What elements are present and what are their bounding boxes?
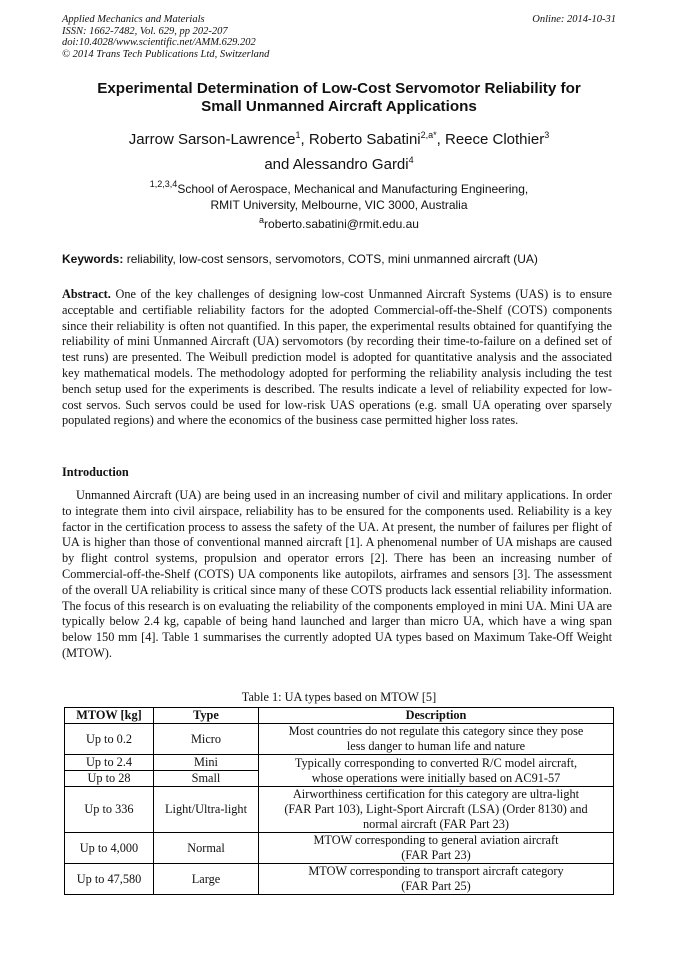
desc-line: (FAR Part 103), Light-Sport Aircraft (LSA) (Order 8130) and	[284, 802, 588, 816]
cell-description	[259, 787, 614, 833]
author-sep: ,	[300, 131, 305, 148]
author-2: Roberto Sabatini	[308, 131, 421, 148]
paper-title	[62, 80, 616, 116]
author-3: Reece Clothier	[444, 131, 545, 148]
copyright-line: © 2014 Trans Tech Publications Ltd, Switzerland	[62, 48, 270, 60]
header-mtow: MTOW [kg]	[65, 708, 154, 724]
author-line-2	[62, 152, 616, 177]
table-caption: Table 1: UA types based on MTOW [5]	[241, 690, 437, 704]
author-sep: ,	[436, 131, 441, 148]
desc-line: normal aircraft (FAR Part 23)	[363, 817, 509, 831]
author-4: Alessandro Gardi	[292, 156, 409, 173]
title-line-2: Small Unmanned Aircraft Applications	[201, 98, 477, 115]
cell-description	[259, 755, 614, 787]
cell-type: Mini	[154, 755, 259, 771]
desc-line: Typically corresponding to converted R/C model aircraft,	[294, 755, 578, 770]
desc-line: Airworthiness certification for this category are ultra-light	[292, 787, 580, 801]
cell-mtow: Up to 28	[65, 771, 154, 787]
cell-description	[259, 724, 614, 755]
desc-line: less danger to human life and nature	[346, 739, 526, 753]
cell-description	[259, 833, 614, 864]
affiliation-line-1	[62, 181, 616, 197]
desc-line: whose operations were initially based on AC91-57	[311, 770, 561, 785]
affiliation-text-2: RMIT University, Melbourne, VIC 3000, Australia	[210, 198, 468, 212]
abstract-label: Abstract.	[62, 287, 111, 301]
affiliation	[62, 181, 616, 213]
cell-type: Normal	[154, 833, 259, 864]
author-1: Jarrow Sarson-Lawrence	[128, 131, 296, 148]
journal-name: Applied Mechanics and Materials	[62, 14, 205, 25]
table-row	[65, 833, 614, 864]
ua-types-table	[64, 707, 614, 895]
author-1-sup: 1	[295, 130, 301, 140]
abstract-text: One of the key challenges of designing low-cost Unmanned Aircraft Systems (UAS) is to ensure acceptable and certifiable reliability factors for the adopted Commercial-off-the-Shelf (COTS) components since their reliability is often not quantified. In this paper, the experimental results obtained for quantifying the reliability of mini Unmanned Aircraft (UA) servomotors (by recording their time-to-failure on a defined set of test runs) are presented. The Weibull prediction model is adopted for quantitative analysis and the associated key mathematical models. The methodology adopted for performing the reliability analysis including the test bench setup used for the experiments is described. The results indicate a level of reliability expected for low-cost servos. Such servos could be used for low-risk UAS operations (e.g. small UA operating over sparsely populated regions) and where the economics of the business case permitted higher loss rates.	[62, 287, 612, 428]
desc-line: MTOW corresponding to general aviation aircraft	[313, 833, 559, 847]
cell-mtow: Up to 0.2	[65, 724, 154, 755]
author-2-sup: 2,a*	[420, 130, 437, 140]
cell-mtow: Up to 4,000	[65, 833, 154, 864]
header-description: Description	[259, 708, 614, 724]
title-line-1: Experimental Determination of Low-Cost Servomotor Reliability for	[97, 80, 581, 97]
author-list	[62, 127, 616, 177]
doi-line: doi:10.4028/www.scientific.net/AMM.629.202	[62, 37, 256, 49]
affiliation-sup: 1,2,3,4	[149, 179, 178, 189]
cell-mtow: Up to 47,580	[65, 864, 154, 895]
desc-line: Most countries do not regulate this category since they pose	[288, 724, 584, 738]
keywords-text: reliability, low-cost sensors, servomotors, COTS, mini unmanned aircraft (UA)	[126, 252, 538, 266]
affiliation-text-1: School of Aerospace, Mechanical and Manufacturing Engineering,	[177, 182, 529, 196]
cell-mtow: Up to 2.4	[65, 755, 154, 771]
keywords-label: Keywords:	[62, 252, 124, 266]
cell-description	[259, 864, 614, 895]
author-4-sup: 4	[408, 155, 414, 165]
keywords	[62, 252, 616, 266]
introduction-heading: Introduction	[62, 465, 129, 479]
email-line	[62, 217, 616, 231]
header-type: Type	[154, 708, 259, 724]
author-line-1	[62, 127, 616, 152]
cell-type: Light/Ultra-light	[154, 787, 259, 833]
cell-type: Small	[154, 771, 259, 787]
table-row	[65, 787, 614, 833]
desc-line: (FAR Part 25)	[401, 879, 471, 893]
author-3-sup: 3	[544, 130, 550, 140]
table-row	[65, 864, 614, 895]
abstract	[62, 287, 612, 429]
page-header	[62, 14, 616, 60]
cell-type: Large	[154, 864, 259, 895]
online-date: Online: 2014-10-31	[532, 14, 616, 25]
author-and: and	[264, 156, 290, 173]
introduction-text: Unmanned Aircraft (UA) are being used in an increasing number of civil and military applications. In order to integrate them into civil airspace, reliability has to be ensured for the components used. Reliability is a key factor in the certification process to assess the safety of the UA. At present, the number of failures per flight of UA is higher than those of conventional manned aircraft [1]. A phenomenal number of UA mishaps are caused by flight control systems, propulsion and operator errors [2]. There has been an increasing number of Commercial-off-the-Shelf (COTS) UA components like autopilots, airframes and sensors [3]. The assessment of the overall UA reliability is critical since many of these COTS products lack essential reliability information. The focus of this research is on evaluating the reliability of the components employed in mini UA. Mini UA are typically below 2.4 kg, capable of being hand launched and larger than micro UA, which have a wing span below 150 mm [4]. Table 1 summarises the currently adopted UA types based on Maximum Take-Off Weight (MTOW).	[62, 488, 612, 660]
table-row	[65, 724, 614, 755]
issn-line: ISSN: 1662-7482, Vol. 629, pp 202-207	[62, 25, 228, 37]
desc-line: (FAR Part 23)	[401, 848, 471, 862]
email-address: roberto.sabatini@rmit.edu.au	[264, 217, 419, 231]
table-row	[65, 755, 614, 771]
cell-mtow: Up to 336	[65, 787, 154, 833]
email-sup: a	[259, 215, 265, 225]
cell-type: Micro	[154, 724, 259, 755]
table-header-row	[65, 708, 614, 724]
desc-line: MTOW corresponding to transport aircraft category	[308, 864, 564, 878]
